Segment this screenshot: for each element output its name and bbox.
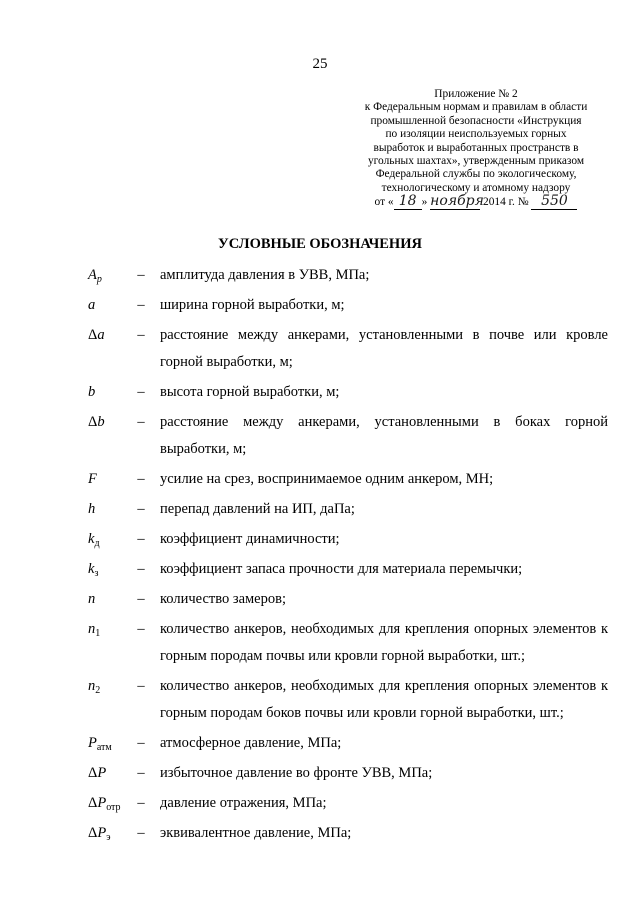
- symbol-letter: P: [97, 825, 107, 841]
- symbol-letter: h: [88, 501, 96, 517]
- legend-dash: –: [137, 825, 145, 841]
- legend-description: атмосферное давление, МПа;: [160, 735, 342, 751]
- appendix-line: Федеральной службы по экологическому,: [375, 168, 577, 181]
- symbol-subscript: атм: [96, 742, 112, 753]
- legend-row: [88, 496, 608, 523]
- legend-row: [88, 556, 608, 583]
- legend-row: [88, 322, 608, 376]
- symbol-letter: b: [97, 414, 105, 430]
- delta-symbol: Δ: [88, 765, 98, 781]
- legend-symbol: [88, 292, 136, 319]
- order-year: 2014 г. №: [483, 196, 529, 209]
- legend-symbol: [88, 556, 136, 583]
- order-mid: »: [421, 196, 428, 209]
- appendix-line: к Федеральным нормам и правилам в области: [364, 101, 588, 114]
- legend-description: ширина горной выработки, м;: [160, 297, 345, 313]
- order-date-line: [340, 195, 612, 209]
- delta-symbol: Δ: [88, 795, 98, 811]
- legend-row: [88, 379, 608, 406]
- symbol-letter: b: [88, 384, 96, 400]
- symbol-letter: a: [97, 327, 105, 343]
- legend-dash: –: [137, 678, 145, 694]
- legend-list: [88, 262, 608, 850]
- legend-dash: –: [137, 384, 145, 400]
- symbol-subscript: 1: [95, 628, 101, 639]
- symbol-letter: P: [88, 735, 97, 751]
- legend-dash: –: [137, 501, 145, 517]
- legend-description: расстояние между анкерами, установленными в боках горной выработки, м;: [160, 414, 608, 457]
- symbol-subscript: p: [96, 274, 102, 285]
- legend-description: расстояние между анкерами, установленными в почве или кровле горной выработки, м;: [160, 327, 608, 370]
- legend-symbol: [88, 673, 136, 700]
- legend-dash: –: [137, 561, 145, 577]
- legend-description: давление отражения, МПа;: [160, 795, 327, 811]
- order-number-handwritten: 550: [531, 195, 577, 209]
- legend-symbol: [88, 730, 136, 757]
- appendix-line: Приложение № 2: [434, 88, 518, 100]
- delta-symbol: Δ: [88, 414, 98, 430]
- legend-dash: –: [137, 414, 145, 430]
- symbol-letter: A: [88, 267, 97, 283]
- symbol-letter: n: [88, 678, 96, 694]
- legend-symbol: [88, 790, 136, 817]
- legend-description: коэффициент запаса прочности для материала перемычки;: [160, 561, 523, 577]
- legend-description: эквивалентное давление, МПа;: [160, 825, 352, 841]
- legend-row: [88, 760, 608, 787]
- symbol-letter: n: [88, 591, 96, 607]
- legend-description: количество анкеров, необходимых для крепления опорных элементов к горным породам почвы или кровли горной выработки, шт.;: [160, 621, 608, 664]
- legend-dash: –: [137, 621, 145, 637]
- symbol-subscript: з: [94, 568, 99, 579]
- legend-row: [88, 409, 608, 463]
- legend-row: [88, 673, 608, 727]
- legend-dash: –: [137, 591, 145, 607]
- symbol-subscript: 2: [95, 685, 101, 696]
- legend-description: усилие на срез, воспринимаемое одним анкером, МН;: [160, 471, 494, 487]
- legend-description: количество замеров;: [160, 591, 286, 607]
- legend-row: [88, 466, 608, 493]
- legend-symbol: [88, 379, 136, 406]
- legend-dash: –: [137, 471, 145, 487]
- legend-description: перепад давлений на ИП, даПа;: [160, 501, 355, 517]
- appendix-line: технологическому и атомному надзору: [381, 181, 571, 194]
- appendix-block: [340, 88, 612, 210]
- appendix-line: выработок и выработанных пространств в: [373, 141, 579, 154]
- appendix-line: промышленной безопасности «Инструкция: [370, 114, 582, 127]
- order-prefix: от «: [374, 196, 394, 209]
- delta-symbol: Δ: [88, 825, 98, 841]
- symbol-subscript: э: [106, 832, 111, 843]
- legend-symbol: [88, 496, 136, 523]
- legend-description: избыточное давление во фронте УВВ, МПа;: [160, 765, 433, 781]
- legend-description: амплитуда давления в УВВ, МПа;: [160, 267, 370, 283]
- legend-dash: –: [137, 267, 145, 283]
- legend-description: высота горной выработки, м;: [160, 384, 340, 400]
- legend-row: [88, 292, 608, 319]
- legend-row: [88, 730, 608, 757]
- legend-symbol: [88, 466, 136, 493]
- symbol-letter: n: [88, 621, 96, 637]
- legend-symbol: [88, 760, 136, 787]
- page-number: 25: [312, 56, 328, 72]
- order-day-handwritten: 18: [394, 195, 422, 209]
- legend-symbol: [88, 409, 136, 436]
- legend-row: [88, 262, 608, 289]
- legend-symbol: [88, 586, 136, 613]
- legend-dash: –: [137, 297, 145, 313]
- legend-symbol: [88, 322, 136, 349]
- legend-dash: –: [137, 765, 145, 781]
- legend-dash: –: [137, 327, 145, 343]
- order-month-handwritten: ноября: [430, 193, 484, 210]
- section-heading: УСЛОВНЫЕ ОБОЗНАЧЕНИЯ: [218, 236, 422, 252]
- symbol-letter: P: [97, 765, 107, 781]
- legend-symbol: [88, 616, 136, 643]
- symbol-letter: k: [88, 531, 95, 547]
- legend-dash: –: [137, 795, 145, 811]
- appendix-line: по изоляции неиспользуемых горных: [385, 128, 567, 141]
- legend-row: [88, 586, 608, 613]
- legend-description: количество анкеров, необходимых для крепления опорных элементов к горным породам боков почвы или кровли горной выработки, шт.;: [160, 678, 608, 721]
- legend-dash: –: [137, 735, 145, 751]
- legend-symbol: [88, 820, 136, 847]
- legend-dash: –: [137, 531, 145, 547]
- legend-row: [88, 616, 608, 670]
- symbol-subscript: отр: [106, 802, 121, 813]
- legend-row: [88, 790, 608, 817]
- legend-row: [88, 820, 608, 847]
- symbol-letter: k: [88, 561, 95, 577]
- symbol-letter: P: [97, 795, 107, 811]
- symbol-letter: F: [88, 471, 97, 487]
- legend-symbol: [88, 526, 136, 553]
- symbol-subscript: д: [94, 538, 100, 549]
- appendix-line: угольных шахтах», утвержденным приказом: [367, 155, 585, 168]
- delta-symbol: Δ: [88, 327, 98, 343]
- legend-description: коэффициент динамичности;: [160, 531, 340, 547]
- legend-row: [88, 526, 608, 553]
- legend-symbol: [88, 262, 136, 289]
- symbol-letter: a: [88, 297, 96, 313]
